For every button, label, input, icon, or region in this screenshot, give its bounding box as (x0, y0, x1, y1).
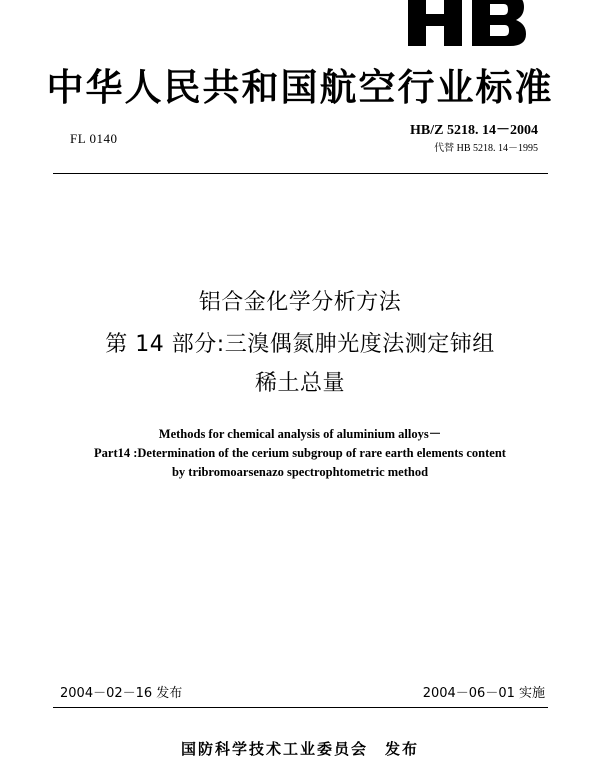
issue-date: 2004－02－16 发布 (60, 686, 183, 701)
classification-code: FL 0140 (70, 131, 118, 146)
title-cn-line-3: 稀土总量 (254, 371, 345, 396)
top-divider (53, 173, 548, 174)
issuing-authority: 国防科学技术工业委员会 发布 (180, 740, 419, 758)
hb-logo (408, 0, 526, 46)
implementation-date: 2004－06－01 实施 (422, 686, 545, 701)
title-en-line-1: Methods for chemical analysis of aluminium alloys－ (158, 427, 442, 441)
title-en-line-3: by tribromoarsenazo spectrophtometric method (171, 465, 429, 479)
title-cn-line-2: 第 14 部分:三溴偶氮胂光度法测定铈组 (105, 332, 495, 357)
title-cn-line-1: 铝合金化学分析方法 (198, 290, 402, 315)
title-en-line-2: Part14 :Determination of the cerium subgroup of rare earth elements content (94, 446, 506, 460)
standard-number: HB/Z 5218. 14－2004 (410, 123, 538, 138)
organization-title: 中华人民共和国航空行业标准 (46, 66, 554, 109)
bottom-divider (53, 707, 548, 708)
replaces-standard: 代替 HB 5218. 14－1995 (434, 143, 538, 154)
